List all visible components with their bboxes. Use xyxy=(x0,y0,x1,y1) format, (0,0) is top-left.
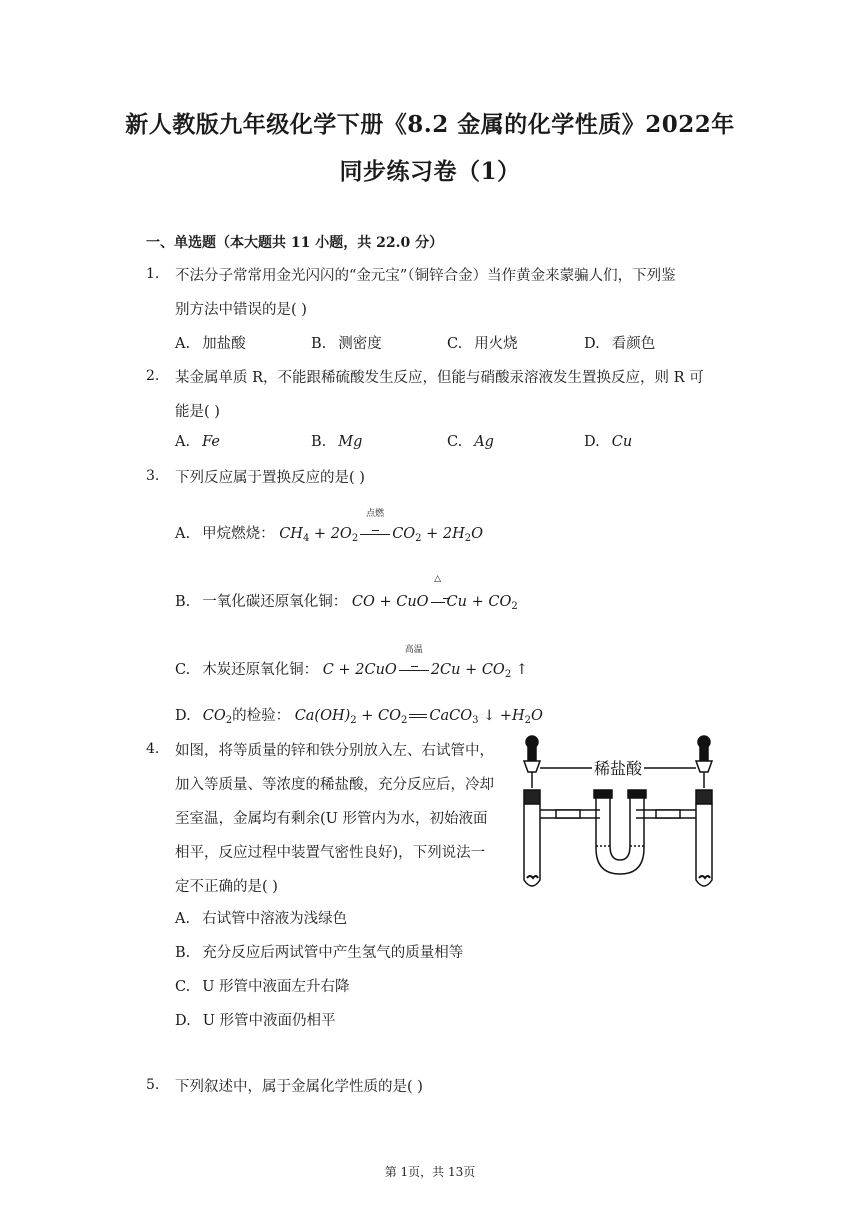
q2-option-b: B. Mg xyxy=(311,434,363,450)
q2-option-a: A. Fe xyxy=(175,434,220,450)
q4-stem-line2: 加入等质量、等浓度的稀盐酸，充分反应后，冷却 xyxy=(175,777,494,793)
q2-number: 2. xyxy=(146,368,160,384)
q1-stem-line1: 不法分子常常用金光闪闪的“金元宝”（铜锌合金）当作黄金来蒙骗人们，下列鉴 xyxy=(175,268,676,284)
q3-option-b: B. 一氧化碳还原氧化铜： CO + CuO △ $Cu + CO_2$ xyxy=(175,574,518,612)
q3-stem: 下列反应属于置换反应的是( ) xyxy=(175,470,365,486)
q4-stem-line3: 至室温，金属均有剩余(U 形管内为水，初始液面 xyxy=(175,811,488,827)
q3-option-d: D. $CO_2$的检验： $Ca(OH)_2 + CO_2$ CaCO$_3$ ↓ $+H_2O$ xyxy=(175,708,543,726)
q3-c-equation: C + 2CuO 高温 $2Cu + CO_2$ ↑ xyxy=(322,645,528,680)
q1-stem-line2: 别方法中错误的是( ) xyxy=(175,302,307,318)
q5-number: 5. xyxy=(146,1077,160,1093)
q4-stem-line5: 定不正确的是( ) xyxy=(175,879,278,895)
q3-b-equation: CO + CuO △ $Cu + CO_2$ xyxy=(351,574,518,612)
section-header: 一、单选题（本大题共 11 小题，共 22.0 分） xyxy=(146,235,444,251)
q3-d-equation: $Ca(OH)_2 + CO_2$ CaCO$_3$ ↓ $+H_2O$ xyxy=(294,708,543,726)
page-title-line2: 同步练习卷（1） xyxy=(339,158,521,185)
q2-stem-line1: 某金属单质 R，不能跟稀硫酸发生反应，但能与硝酸汞溶液发生置换反应，则 R 可 xyxy=(175,370,704,386)
q4-number: 4. xyxy=(146,741,160,757)
q5-stem: 下列叙述中，属于金属化学性质的是( ) xyxy=(175,1079,423,1095)
q3-option-c: C. 木炭还原氧化铜： C + 2CuO 高温 $2Cu + CO_2$ ↑ xyxy=(175,645,528,680)
q3-option-a: A. 甲烷燃烧： $CH_4 + 2O_2$ 点燃 $CO_2 + 2H_2O$ xyxy=(175,509,484,544)
q1-option-d: D. 看颜色 xyxy=(584,336,656,352)
page-footer: 第 1页，共 13页 xyxy=(384,1165,476,1179)
q2-option-c: C. Ag xyxy=(447,434,494,450)
q4-stem-line4: 相平，反应过程中装置气密性良好)，下列说法一 xyxy=(175,845,486,861)
q1-option-c: C. 用火烧 xyxy=(447,336,518,352)
q3-a-equation: $CH_4 + 2O_2$ 点燃 $CO_2 + 2H_2O$ xyxy=(279,509,484,544)
q2-stem-line2: 能是( ) xyxy=(175,404,220,420)
q1-number: 1. xyxy=(146,266,160,282)
q1-option-b: B. 测密度 xyxy=(311,336,382,352)
q4-option-b: B. 充分反应后两试管中产生氢气的质量相等 xyxy=(175,945,464,961)
q3-number: 3. xyxy=(146,468,160,484)
q4-stem-line1: 如图，将等质量的锌和铁分别放入左、右试管中， xyxy=(175,743,494,759)
q1-option-a: A. 加盐酸 xyxy=(175,336,246,352)
figure-label: 稀盐酸 xyxy=(593,759,643,778)
q4-option-c: C. U 形管中液面左升右降 xyxy=(175,979,350,995)
page-title-line1: 新人教版九年级化学下册《8.2 金属的化学性质》2022年 xyxy=(125,111,735,138)
q4-option-a: A. 右试管中溶液为浅绿色 xyxy=(175,911,348,927)
q2-option-d: D. Cu xyxy=(584,434,633,450)
q4-option-d: D. U 形管中液面仍相平 xyxy=(175,1013,336,1029)
q4-apparatus-diagram xyxy=(518,728,718,898)
